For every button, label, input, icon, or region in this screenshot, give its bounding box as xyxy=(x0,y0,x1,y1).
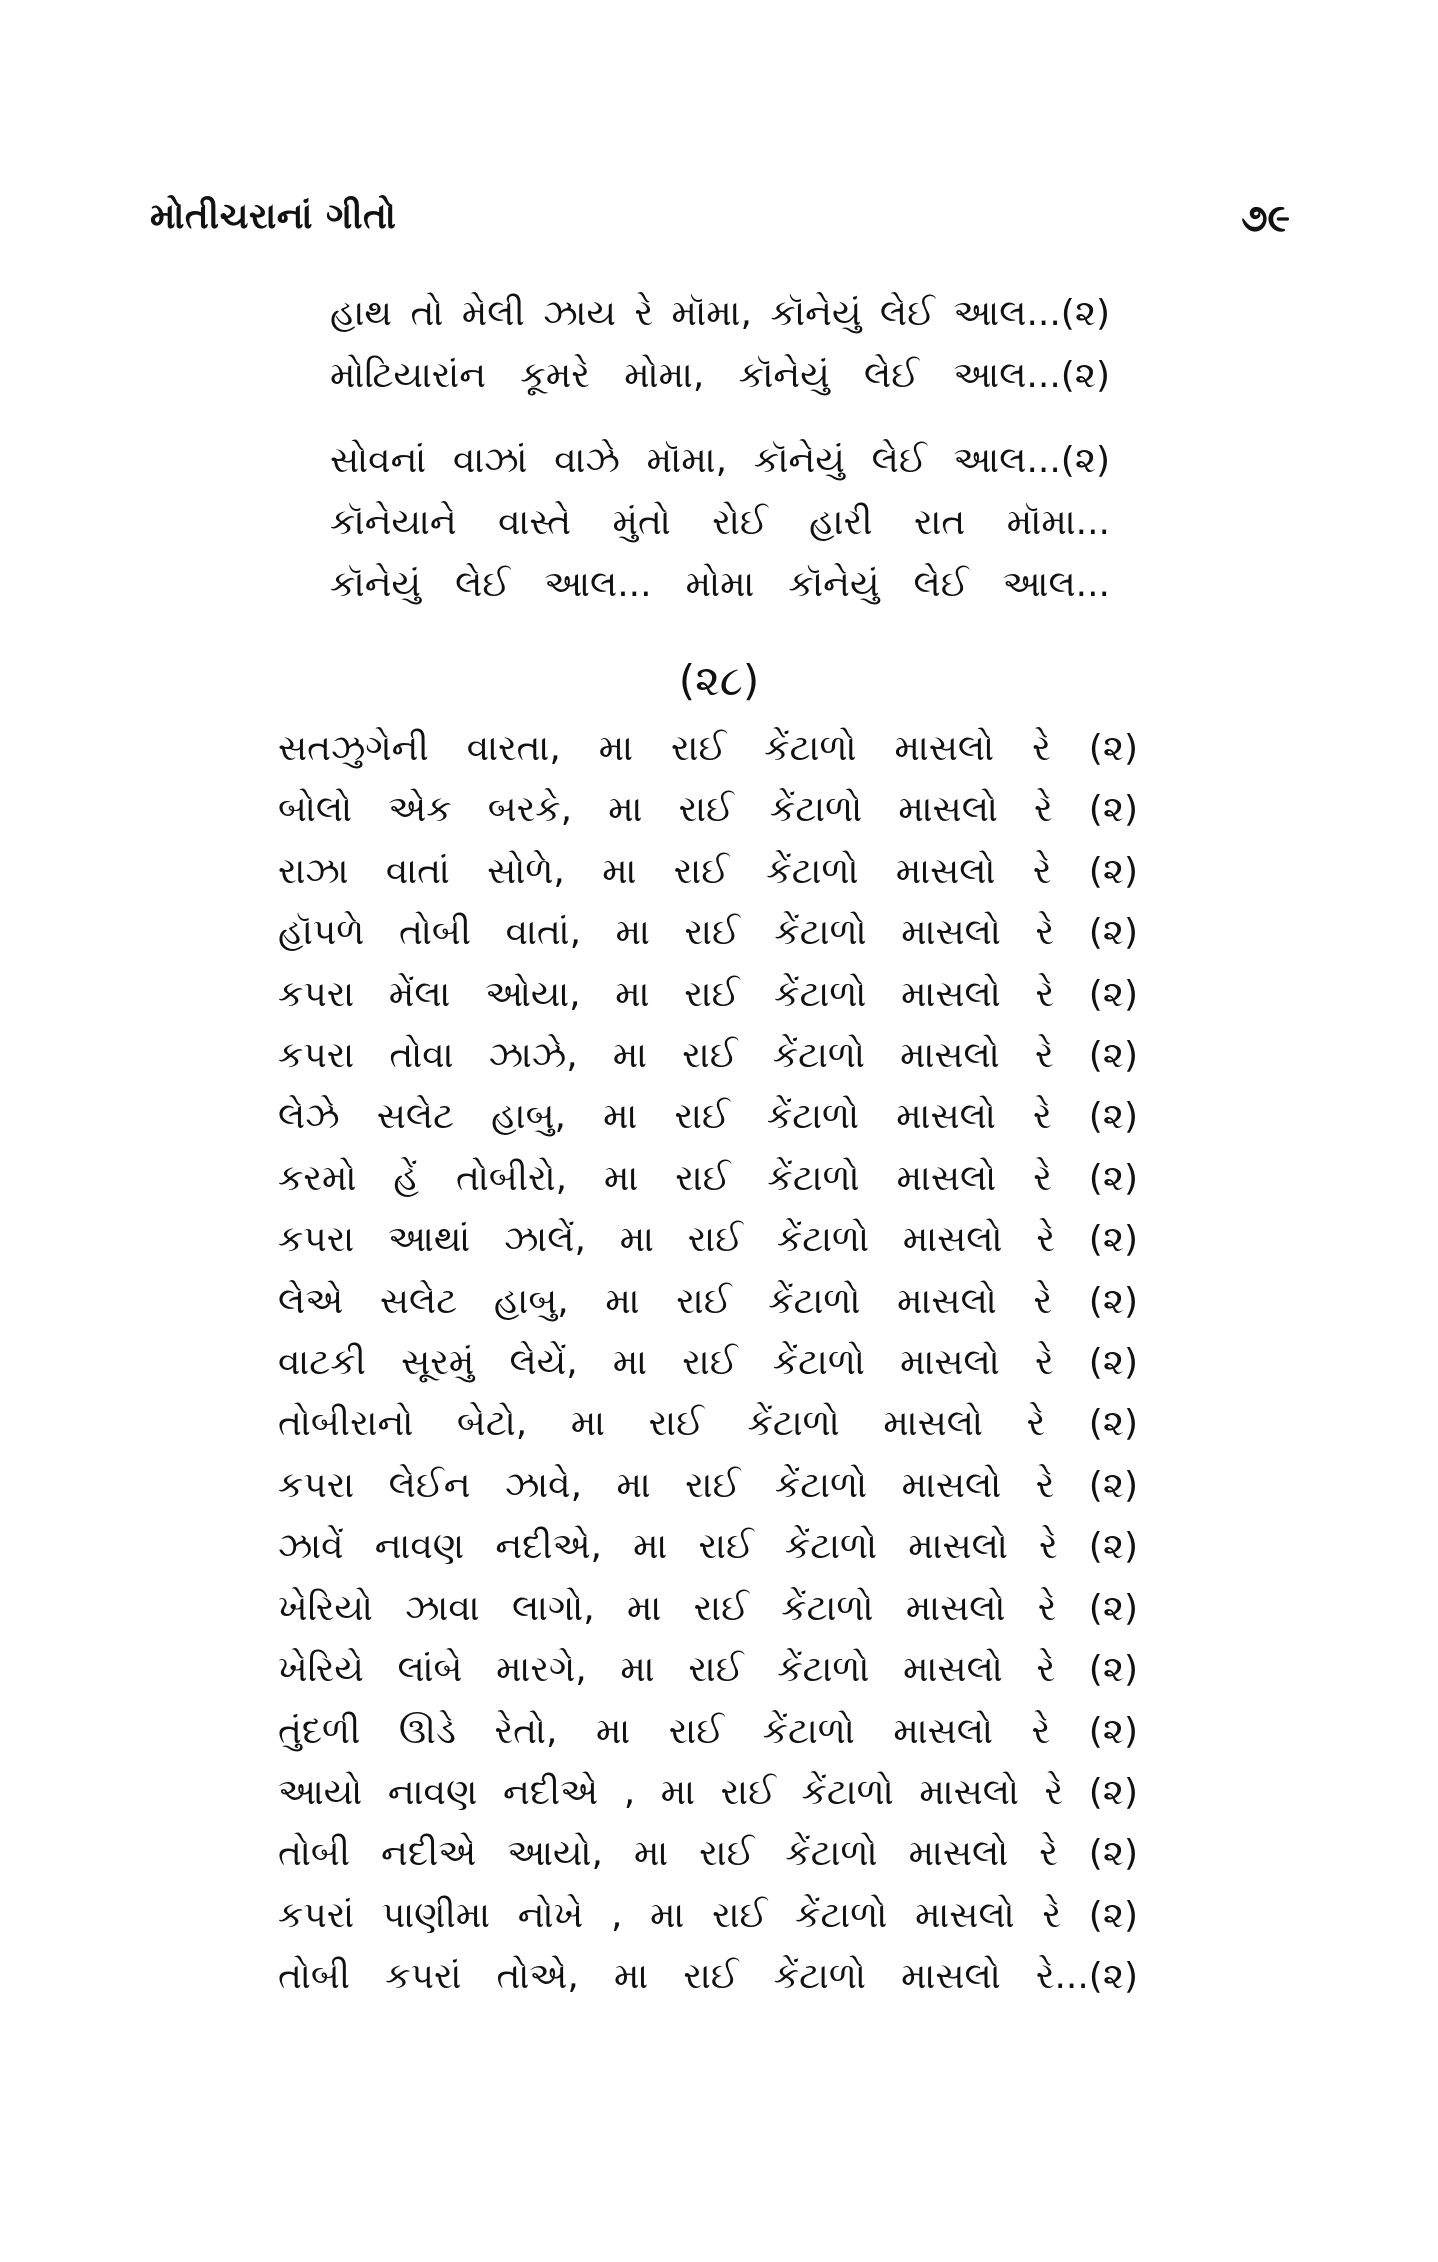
song-line: કપરા આથાં ઝાલેં, મા રાઈ કેંટાળો માસલો રે (૨) xyxy=(278,1219,1138,1261)
song-line: ખેરિયો ઝાવા લાગો, મા રાઈ કેંટાળો માસલો રે (૨) xyxy=(278,1587,1138,1629)
stanza-top xyxy=(330,283,1110,407)
verse-line: સોવનાં વાઝાં વાઝે મૉમા, કૉનેયું લેઈ આલ...(૨) xyxy=(330,440,1110,481)
verse-line: કૉનેયાને વાસ્તે મુંતો રોઈ હારી રાત મૉમા... xyxy=(330,502,1110,543)
song-line: તોબી નદીએ આયો, મા રાઈ કેંટાળો માસલો રે (૨) xyxy=(278,1833,1138,1875)
song-line: ઝાવેં નાવણ નદીએ, મા રાઈ કેંટાળો માસલો રે (૨) xyxy=(278,1526,1138,1568)
song-line: સતઝુગેની વારતા, મા રાઈ કેંટાળો માસલો રે (૨) xyxy=(278,728,1138,769)
stanza-middle xyxy=(330,430,1110,616)
song-line: લેએ સલેટ હાબુ, મા રાઈ કેંટાળો માસલો રે (૨) xyxy=(278,1280,1138,1322)
song-line: વાટકી સૂરમું લેયેં, મા રાઈ કેંટાળો માસલો રે (૨) xyxy=(278,1342,1138,1384)
song-line: કપરા લેઈન ઝાવે, મા રાઈ કેંટાળો માસલો રે (૨) xyxy=(278,1464,1138,1506)
verse-line: મોટિયારાંન કૂમરે મોમા, કૉનેયું લેઈ આલ...(૨) xyxy=(330,355,1110,396)
song-line: રાઝા વાતાં સોળે, મા રાઈ કેંટાળો માસલો રે (૨) xyxy=(278,850,1138,892)
song-line: કપરા તોવા ઝાઝે, મા રાઈ કેંટાળો માસલો રે (૨) xyxy=(278,1035,1138,1077)
page-number: ૭૯ xyxy=(1241,196,1290,240)
song-line: આયો નાવણ નદીએ , મા રાઈ કેંટાળો માસલો રે (૨) xyxy=(278,1771,1138,1813)
song-line: તુંદળી ઊડે રેતો, મા રાઈ કેંટાળો માસલો રે (૨) xyxy=(278,1710,1138,1752)
song-line: બોલો એક બરકે, મા રાઈ કેંટાળો માસલો રે (૨) xyxy=(278,789,1138,831)
song-line: કપરા મેંલા ઓયા, મા રાઈ કેંટાળો માસલો રે (૨) xyxy=(278,973,1138,1015)
song-line: કપરાં પાણીમા નોખે , મા રાઈ કેંટાળો માસલો રે (૨) xyxy=(278,1894,1138,1936)
song-line: લેઝે સલેટ હાબુ, મા રાઈ કેંટાળો માસલો રે (૨) xyxy=(278,1096,1138,1138)
verse-line: હાથ તો મેલી ઝાય રે મૉમા, કૉનેયું લેઈ આલ...(૨) xyxy=(330,293,1110,334)
song-line: કરમો હેં તોબીરો, મા રાઈ કેંટાળો માસલો રે (૨) xyxy=(278,1157,1138,1199)
running-head: મોતીચરાનાં ગીતો xyxy=(150,196,397,237)
song-line: હૉપળે તોબી વાતાં, મા રાઈ કેંટાળો માસલો રે (૨) xyxy=(278,912,1138,954)
song-body xyxy=(278,718,1138,2008)
song-line: તોબીરાનો બેટો, મા રાઈ કેંટાળો માસલો રે (૨) xyxy=(278,1403,1138,1445)
song-line: ખેરિયે લાંબે મારગે, મા રાઈ કેંટાળો માસલો રે (૨) xyxy=(278,1649,1138,1691)
verse-line: કૉનેયું લેઈ આલ... મોમા કૉનેયું લેઈ આલ... xyxy=(330,564,1110,605)
song-line: તોબી કપરાં તોએ, મા રાઈ કેંટાળો માસલો રે...(૨) xyxy=(278,1956,1138,1998)
song-number: (૨૮) xyxy=(678,656,760,705)
